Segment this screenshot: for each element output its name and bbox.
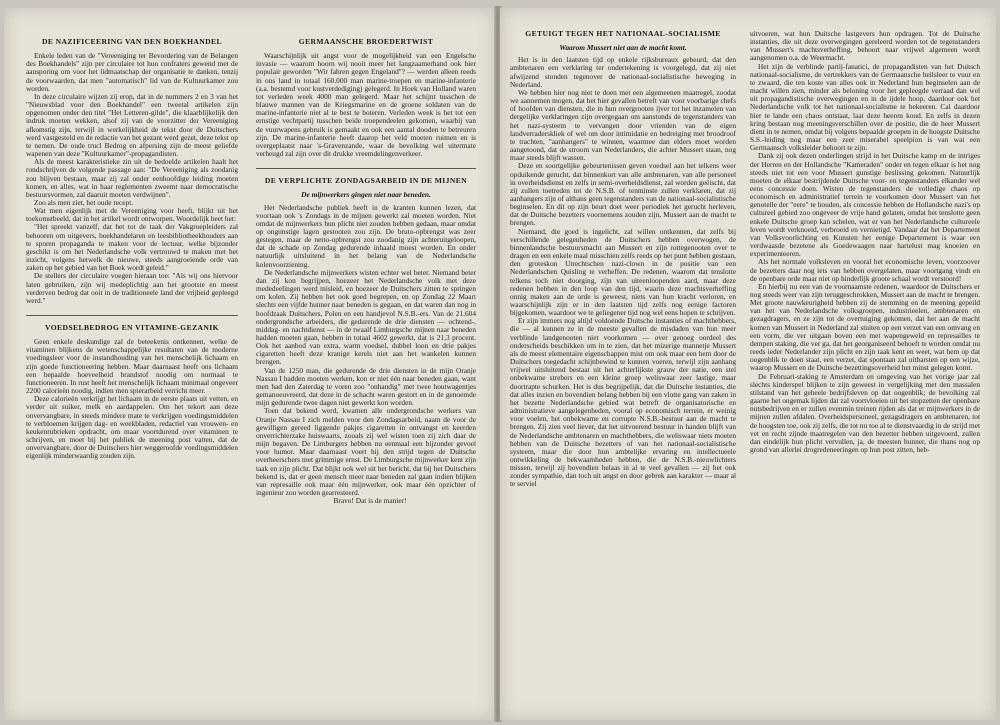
paragraph: uitvoeren, wat hun Duitsche lastgevers hun opdragen. Tot de Duitsche instanties, die uit deze overwegingen gereleerd worden tot de tegenstanders van Mussert's machtsverheffing, behoort naar vrijwel algemeen wordt aangenomen o.a. de Weermacht. — [750, 30, 980, 63]
paragraph: Zoo als men ziet, het oude recept. — [34, 197, 134, 207]
paragraph: Niemand, die goed is ingelicht, zal willen ontkennen, dat zelfs bij verschillende gelegenheden de Duitschers hebben overwogen, de binnenlandsche bestuursmacht aan Mussert en zijn rottegenooten over te dragen en een enkele maal misschien zelfs reeds op het punt hebben gestaan, den groteskon Utrechtschen nazi-clown in de positie van een Nederlandschen Quisling te verheffen. De redenen, waarom dat tenslotte telkens toch niet doorging, zijn van uiteenloopenden aard, maar deze redenen hebben in den loop van den tijd, waarin deze machtsverheffing onnig maken aan de orde is geweest, niets van hun kracht verloren, en waarschijnlijk zijn er in den laatsten tijd zelfs nog eenige factoren bijgekomen, waardoor we te geliegener tijd nog wel eens hopen te schrijven. — [510, 226, 736, 318]
section-divider — [26, 315, 238, 316]
paragraph: Het is in den laatsten tijd op enkele rijksbureaux gebeurd, dat den ambtenaren een verklaring ter ondertekening is voorgelegd, dat zij niet afwijzend stonden tegenover de nationaal-socialistische beweging in Nederland. — [510, 55, 736, 89]
paragraph: We hebben hier nog niet te doen met een algemeenen maatregel, zoodat we aannemen mogen, dat het hier gevallen betreft van voor voorbarige chefs of hoofden van diensten, die in hun overgrooten ijver tot het inzamelen van dergelijke verklaringen zijn overgegaan om aanstonds de tegenstanders van het nazi-systeem te vervangen door vrienden van de eigen landverraderskliek of wel om door intimidatie en bedreiging met broodroof te trachten, "aanhangers" te winnen, waarmee dan elders moet worden aangetoond, dat de stroom van Nederlanders, die achter Mussert staan, nog maar steeds blijft wassen. — [510, 87, 736, 163]
paragraph: Als de meest karakteristieke zin uit de bedoelde artikelen haalt het rondschrijven de volgende passage aan: "De Vereeniging als zoodanig zou blijven bestaan, maar zij zal onder eenhoofdige leiding moeten komen, en alles, wat in haar reglementen zweemt naar democratische bestuursvormen, zal daaruit moeten verdwijnen". — [26, 157, 238, 199]
paragraph: Dank zij ook dezen onderlingen strijd in het Duitsche kamp en de intriges der Herren en der Hollandsche "Kameraden" onder en tegen elkaar is het nog steeds niet tot een voor Mussert gunstige beslissing gekomen. Natuurlijk moeten de elkaar bestrijdende Duitsche voor- en tegenstanders elkander wel eens concessie doen. Wisten de tegenstanders de volledige chaos op economisch en administratief terrein te voorkomen door Mussert van het genotelle der "eere" te houden, als concessie hebben de Hollandsche nazi's op cultureel gebied zoo ongeveer de vrije hand gelaten, omdat het tenslotte geen enkele Duitsche groep kan schelen, wat er van het Nederlandsche cultureele leven wordt verknoeid, verbroeid en vernietigd. Vandaar dat het Departement van Volksvoorlichting en Kunsten het eenige Departement is waar een verdwaasde bezetene als Goedewaagen naar hartelust mag knoeien en experimenteeren. — [750, 151, 980, 259]
article-title-getuigt: GETUIGT TEGEN HET NATIONAAL-SOCIALISME — [525, 30, 721, 38]
article-title-zondagsarbeid: DE VERPLICHTE ZONDAGSARBEID IN DE MIJNEN — [264, 176, 468, 186]
right-column-2 — [750, 30, 980, 710]
paragraph: "Het spreekt vanzelf, dat het tot de taak der Vakgroepleiders zal behooren om uitgevers, boekhandelaren en leesbibliotheekhouders aan te sporen propaganda te maken voor de lectuur, welke bijzonder geschikt is om het Nederlandsche volk vertrouwd te maken met het inzicht, volgens hetwelk de nieuwe, steeds aangroeiende orde van zaken op het gebied van het Boek wordt geleid." — [26, 222, 238, 273]
left-page — [4, 8, 496, 720]
section-divider — [256, 168, 476, 169]
article-title-nazificeering: DE NAZIFICEERING VAN DEN BOEKHANDEL — [42, 38, 222, 46]
paragraph: Toen dat bekend werd, kwamen alle ondergrondsche werkers van Oranje Nassau I zich melden voor den Zondagsarbeid, naam de voor de gewilligen gereed liggende pakjes cigaretten in ontvangst en keerden onverrichterzake huiswaarts, zooals zij wel wisten toen zij zich daar de mijn begaven. De Limburgers hebben nu eenmaal een bijzonder gevoel voor humor. Maar daarnaast voert hij den strijd tegen de Duitsche overheerschers met grimmige ernst. De Limburgsche mijnwerker kent zijn taak en zijn plicht. Dat blijkt ook wel uit het bericht, dat bij het Duitschers bekend is, dat er geen mensch meer naar beneden zal gaan indien blijken van represaille ook maar één mijnwerker, ook maar één opzichter of ingenieur zou worden gearresteerd. — [256, 406, 476, 497]
paragraph: De Nederlandsche mijnwerkers wisten echter wel beter. Niemand beter dan zij kon begrijpen, hoezeer het Nederlandsche volk met deze mededeelingen werd misleid, en hoezeer de Duitschers zitten te springen om kolen. Zij hebben het ook goed begrepen, en op Zondag 22 Maart slechts een vijfde hunner naar beneden is gegaan, en dat waren dan nog in hoofdzaak Duitschers, Polen en een handjevol N.S.B.-ers. Van de 21.604 ondergrondsche arbeiders, die gedurende de drie diensten — ochtend-, middag- en nachtdienst — in de twaalf Limburgsche mijnen naar beneden hadden moeten gaan, hebben in totaal 4602 gewerkt, dat is 21,3 procent. Ook het aanbod van extra, warm voedsel, dubbel loon en drie pakjes cigaretten heeft deze kranige kerels niet aan het wankelen kunnen brengen. — [256, 267, 476, 367]
paragraph: Het Nederlandsche publiek heeft in de kranten kunnen lezen, dat voortaan ook 's Zondags in de mijnen gewerkt zal moeten worden. Niet omdat de mijnwerkers hun plicht niet zouden hebben gedaan, maar omdat op ongunstige lagen gestooten zou zijn. De bruto-opbrengst was zeer gestegen, maar de netto-opbrengst zou zoodanig zijn achteruitgeloopen, dat de schade op Zondag gedurende inhaald moest worden. En onder natuurlijk uitsluitend in het belang van de Nederlandsche kolenvoorziening. — [256, 202, 476, 269]
left-column-1 — [26, 38, 238, 698]
paragraph: Van de 1250 man, die gedurende de drie diensten in de mijn Oranje Nassau I hadden moeten werken, kon er niet één naar beneden gaan, want men had den Zaterdag te voren zoo "onhandig" met twee houtwagentjes gemanoeuvreerd, dat deze in de schacht waren gestort en in de genoemde mijn gedurende twee dagen niet gewerkt kon worden. — [256, 365, 476, 408]
paragraph: Deze calorieën verkrijgt het lichaam in de eerste plaats uit vetten, en verder uit suiker, melk en aardappelen. Om het tekort aan deze onvervangbare, in steeds mindere mate te verkrijgen voedingsmiddelen te verbloemen krijgen dag- en weekbladen, redactiel van vrouwen- en keukenrubrieken opdracht, om maar voortdurend over vitaminen te schrijven, en moet bij het publiek de meening post vatten, dat de onvervangbare, door de Duitschers hier weggeroofde voedingsmiddelen eigenlijk minderwaardig zouden zijn. — [26, 394, 238, 461]
right-column-1 — [510, 30, 736, 710]
closing-line: Bravo! Dat is de manier! — [333, 496, 407, 506]
paragraph: Wat men eigenlijk met de Vereeniging voor heeft, blijkt uit het toekomstbeeld, dat in het artikel wordt ontworpen. Woordelijk heet het: — [26, 206, 238, 224]
paragraph: In deze circulaire wijzen zij erop, dat in de nummers 2 en 3 van het "Nieuwsblad voor den Boekhandel" een tweetal artikelen zijn opgenomen onder den titel "Het Letteren-gilde", die klaarblijkelijk den indruk moeten wekken, alsof zij van de voorzitter der Vereeniging afkomstig zijn, terwijl in werkelijkheid de tekst door de Duitschers werd vastgesteld en de redactie van het gezant werd gezet, deze tekst op te nemen. De oude trucl Bedrog en afpersing zijn de meest geliefde wapenen van deze "Kultuurkamer"-propagandisten. — [26, 91, 238, 159]
paragraph: Als het normale volksleven en vooral het economische leven, voorzoover de bezetters daar nog iets van hebben overgelaten, maar voortgang vindt en de openbare orde maar niet op hinderlijk groote schaal wordt verstoord! — [750, 257, 980, 283]
paragraph: De stellers der circulaire voegen hieraan toe: "Als wij ons hiervoor laten gebruiken, zijn wij medeplichtig aan het grootste en meest verderven bedrog dat ooit in de traditioneele land der vrijheid gepleegd werd." — [26, 271, 238, 305]
article-title-broedertwist: GERMAANSCHE BROEDERTWIST — [298, 38, 434, 46]
paragraph: Er zijn immers nog altijd voldoende Duitsche instanties of machthebbers, die — al kunnen ze in de meeste gevallen de misdaden van hun meer verblinde landgenooten niet voorkomen — over genoeg oordeel des onderscheids beschikken om in te zien, dat het mizerige mannetje Mussert als de meest elementaire eigenschappen mist om ook maar een hem door de Duitschers toegedacht schijnbewind te kunnen voeren, terwijl zijn aanhang vrijwel uitsluitend bestaat uit het achterlijkste grauw der natie, een stel onbekwame strebers en een kleine groep weliswaar zeer lastige, maar doortrapte schurken. Het is dus begrijpelijk, dat die Duitsche instanties, die dat alles inzien en bovendien belang hebben bij een vlotte gang van zaken in het bezette Nederlandsche gebied wat betreft de organisatorische en administratieve aangelegenheden, vooral op economisch terrein, er weinig voor voelen, het onbekwame en corrupte N.S.B.-bestuur aan de macht te brengen. Zij zien veel liever, dat het uitvoerend bestuur in handen blijft van de Nederlandsche ambtenaren en machthebbers, die weliswaar niets moeten hebben van de Duitsche bezetters of van het nationaal-socialistische systeem, maar die door hun ambtelijke ervaring en intellectueele ontwikkeling de bekwaamheden hebben, die de N.S.B.-nieuwlichters missen, terwijl zij bovendien helaas in al te veel gevallen — zij het ook zonder sympathie, dan toch uit angst en door gebrek aan karakter — maar al te serviel — [510, 316, 736, 489]
paragraph: En hierbij nu een van de voornaamste redenen, waardoor de Duitschers er nog steeds weer van zijn teruggeschrokken, Mussert aan de macht te brengen. Met groote nauwkeurigheid hebben zij de stemming en de meening gepeild van het van Nederlandsche volksgroepen, industrieelen, ambtenaren en gezagdragers, en ze zijn tot de overtuiging gekomen, dat het aan de macht komen van Mussert in Nederland zal stuiten op een verzet van een omvang en een vorm, die ver uitgaan boven een met wapengeweld en represailles te dempen staking, die ver ga, dat het georganiseerd behoeft te worden omdat nu reeds ieder Nederlander zijn plicht en zijn taak kent en weet, wat hem op dat oogenblik te doen staat, een verzet, dat spontaan zal uitbarsten op een wijze, waarop Mussert en de Duitsche bezettingsoverheid het minst gelegen komt. — [750, 281, 980, 373]
article-subtitle: De mijnwerkers gingen niet naar beneden. — [301, 190, 431, 200]
right-page — [500, 8, 996, 720]
paragraph: Deze en soortgelijke gebeurtenissen geven voedsel aan het telkens weer opduikende gerucht, dat binnenkort van alle ambtenaren, van alle personeel in overheidsdienst en zelfs in semi-overheidsdienst, zal worden geëischt, dat zij zullen toetreden tot de N.S.B. of tenminste zullen verklaren, dat zij aanhangers zijn of althans geen tegenstanders van de nationaal-socialistische beginselen. En dit op zijn beurt doet weer periodiek het gerucht herleven, dat de Duitsche bezetters voornemens zouden zijn, Mussert aan de macht te brengen. — [510, 161, 736, 228]
article-subtitle: Waarom Mussert niet aan de macht komt. — [559, 43, 687, 53]
paragraph: Waarschijnlijk uit angst voor de mogelijkheid van een Engelsche invasie — waarom hoorn wij nooit meer het langzaamerhand ook hier populair geworden "Wir fahren gegen Engeland"? — werden alleen reeds in ons land in totaal 160.000 man marine-troepen en marine-infanterie (a.a. bestemd voor kustverdediging) gelegerd. In Hoek van Holland waren tot verleden week 4000 man gelegerd. Maar het schijnt tusschen de blauwe mannen van de Kriegsmarine en de groene soldaten van de marine-infanterie niet al te best te boteren. Verleden week is het tot een ernstige vechtpartij tusschen beide troependeelen gekomen, waarbij van de vuurwapens gebruik is gemaakt en ook een aantal dooden te betreuren zijn. De marine-infanterie heeft daarop het veld moeten ruimen en is overgeplaatst naar 's-Gravenzande, waar de bevolking wel uitermate verheugd zal zijn over dit drukke vreemdelingenverkeer. — [256, 51, 476, 159]
article-title-voedselbedrog: VOEDSELBEDROG EN VITAMINE-GEZANIK — [45, 323, 219, 332]
paragraph: Geen enkele deskundige zal de beteekenis ontkennen, welke de vitaminen blijkens de wetenschappelijke resultaten van de moderne voedingsleer voor de instandhouding van het menschelijk lichaam en zijn goede functioneering hebben. Maar daarnaast heeft ons lichaam een bepaalde hoeveelheid brandstof noodig om normaal te functioneeren. In rust heeft het menschelijk lichaam minimaal ongeveer 2200 calorieën noodig, indien men spierarbeid verricht meer. — [26, 337, 238, 396]
left-column-2 — [256, 38, 476, 698]
paragraph: Het zijn de verblinde partij-fanatici, de propagandisten van het Duitsch nationaal-socialisme, de vertrekkers van de Germaansche heilsleer te vuur en te zwaard, die ten koste van alles ook in Nederland hun beginselen aan de macht willen zien, minder als beloning voor het gepleegde verraad dan wel uit propagandistische overwegingen en in de ijdele hoop, daardoor ook het Nederlandsche volk tot het nationaal-socialisme te bekeeren. Cal daardoor hier te lande een chaos ontstaat, laat deze heeren koud. En zelfs in dezen kring bestaan nog meeningsverschillen over de positie, die de heer Mussert dient in te nemen, omdat bij volgens bepaalde groepen in de hoogste Duitsche S.S.-leiding nog maar een zeer miserabel speelpion is van wat een Germaansch volksleider behoort te zijn. — [750, 61, 980, 153]
paragraph: Enkele leden van de "Vereeniging ter Bevordering van de Belangen des Boekhandels" zijn per circulaire tot hun confraters gewend met de aansporing om voor het lidmaatschap der organisatie te danken, tenzij de voorwaarden, dat men "automatisch" lid van de Kultuurkamer zou worden. — [26, 51, 238, 93]
paragraph: De Februari-staking te Amsterdam en omgeving van het vorige jaar zal slechts kinderspel blijken te zijn geweest in vergelijking met den massalen stilstand van het geheele bedrijfsleven op dat oogenblik; de bevolking zal gaarne het ongemak lijden dat zal voortvloeien uit het stopzetten der openbare nutsbedrijven en er zullen evenmin treinen rijden als dat er mijnwerkers in de mijnen zullen afdalen. Overheidspersoneel, gezagsdragers en ambtenaren, tot de hoogsten toe, ook zij zelfs, die tot nu toe al te dienstvaardig in de strijd met vet en recht zijnde maatregelen van den bezetter hebben uitgevoerd, zullen dan eindelijk hun plicht vervullen, ja, de meesten hunner, die thans nog op grond van allerlei drogredeneeringen op hun post zitten, heb- — [750, 371, 980, 454]
